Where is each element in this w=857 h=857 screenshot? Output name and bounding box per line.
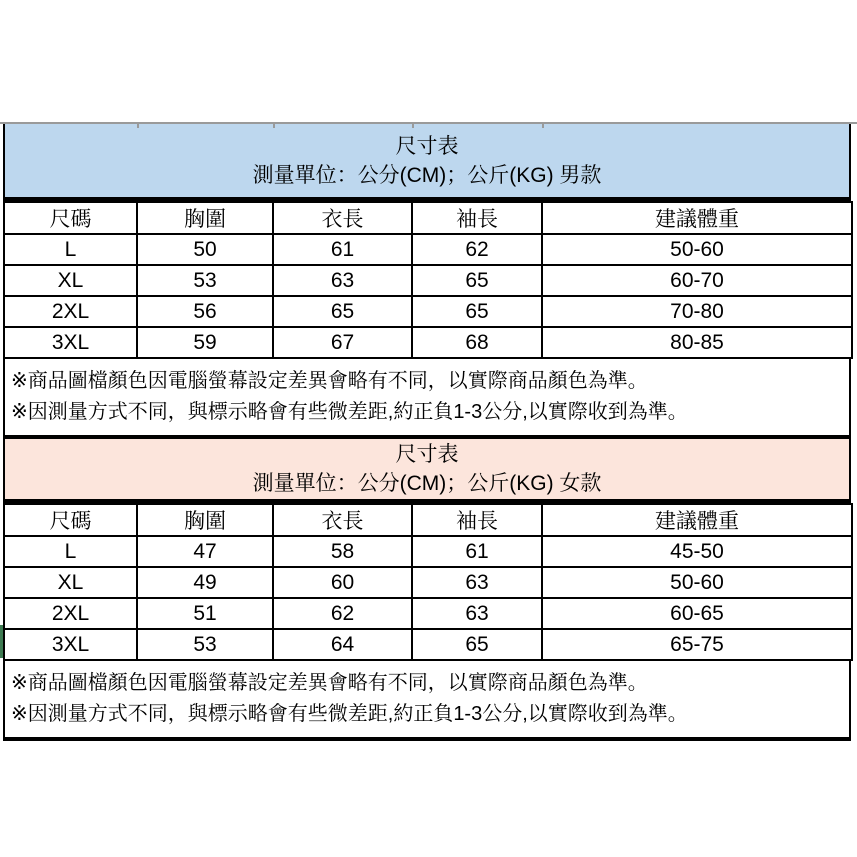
table-cell: L	[4, 536, 137, 567]
table-cell: XL	[4, 265, 137, 296]
table-cell: 45-50	[542, 536, 852, 567]
column-header-weight: 建議體重	[542, 202, 852, 234]
men-title-band	[3, 124, 851, 197]
column-header-chest: 胸圍	[137, 504, 273, 536]
table-cell: 65	[412, 265, 542, 296]
table-cell: 70-80	[542, 296, 852, 327]
table-cell: 67	[273, 327, 412, 358]
table-cell: 62	[273, 598, 412, 629]
men-table-title: 尺寸表	[395, 134, 459, 158]
table-row	[4, 234, 852, 265]
note-line: ※因測量方式不同，與標示略會有些微差距,約正負1-3公分,以實際收到為準。	[11, 401, 688, 423]
table-cell: 65	[412, 629, 542, 660]
table-row	[4, 567, 852, 598]
table-cell: 63	[412, 567, 542, 598]
note-line: ※商品圖檔顏色因電腦螢幕設定差異會略有不同，以實際商品顏色為準。	[11, 370, 648, 392]
women-table-subtitle: 測量單位：公分(CM)；公斤(KG) 女款	[252, 472, 602, 495]
note-line: ※商品圖檔顏色因電腦螢幕設定差異會略有不同，以實際商品顏色為準。	[11, 672, 648, 694]
women-notes	[3, 661, 851, 741]
women-header-row	[4, 504, 852, 536]
men-notes	[3, 359, 851, 439]
women-size-table	[3, 503, 853, 661]
sheet	[3, 124, 851, 741]
column-header-chest: 胸圍	[137, 202, 273, 234]
table-cell: 58	[273, 536, 412, 567]
women-table-title: 尺寸表	[395, 443, 459, 466]
column-header-sleeve: 袖長	[412, 202, 542, 234]
table-cell: 49	[137, 567, 273, 598]
column-header-size: 尺碼	[4, 202, 137, 234]
size-chart-content	[0, 122, 857, 741]
table-cell: 63	[273, 265, 412, 296]
table-cell: 80-85	[542, 327, 852, 358]
column-header-sleeve: 袖長	[412, 504, 542, 536]
gridline-tick	[412, 124, 414, 128]
table-cell: 56	[137, 296, 273, 327]
table-cell: 50-60	[542, 234, 852, 265]
table-cell: 60-70	[542, 265, 852, 296]
table-row	[4, 327, 852, 358]
men-table-subtitle: 測量單位：公分(CM)；公斤(KG) 男款	[252, 163, 602, 187]
top-gridline	[0, 122, 857, 124]
table-cell: 51	[137, 598, 273, 629]
gridline-tick	[273, 124, 275, 128]
table-cell: 65	[273, 296, 412, 327]
table-cell: 2XL	[4, 296, 137, 327]
active-cell-indicator	[0, 625, 3, 658]
table-row	[4, 296, 852, 327]
table-cell: 63	[412, 598, 542, 629]
table-row	[4, 536, 852, 567]
note-line: ※因測量方式不同，與標示略會有些微差距,約正負1-3公分,以實際收到為準。	[11, 703, 688, 725]
size-chart-section-women	[3, 439, 851, 741]
table-cell: 65-75	[542, 629, 852, 660]
table-cell: 3XL	[4, 629, 137, 660]
gridline-tick	[542, 124, 544, 128]
men-size-table	[3, 201, 853, 359]
table-cell: 3XL	[4, 327, 137, 358]
table-cell: 62	[412, 234, 542, 265]
table-cell: 61	[412, 536, 542, 567]
table-cell: L	[4, 234, 137, 265]
column-header-length: 衣長	[273, 202, 412, 234]
size-chart-section-men	[3, 124, 851, 439]
table-cell: 60	[273, 567, 412, 598]
table-cell: 61	[273, 234, 412, 265]
table-cell: 47	[137, 536, 273, 567]
table-cell: 53	[137, 629, 273, 660]
table-cell: 60-65	[542, 598, 852, 629]
table-cell: 53	[137, 265, 273, 296]
table-row	[4, 265, 852, 296]
table-row	[4, 598, 852, 629]
column-header-length: 衣長	[273, 504, 412, 536]
table-cell: 50-60	[542, 567, 852, 598]
gridline-tick	[137, 124, 139, 128]
table-cell: 59	[137, 327, 273, 358]
table-cell: 65	[412, 296, 542, 327]
column-header-weight: 建議體重	[542, 504, 852, 536]
table-cell: 50	[137, 234, 273, 265]
table-cell: 2XL	[4, 598, 137, 629]
women-title-band	[3, 439, 851, 499]
table-row	[4, 629, 852, 660]
table-cell: XL	[4, 567, 137, 598]
men-header-row	[4, 202, 852, 234]
table-cell: 68	[412, 327, 542, 358]
column-header-size: 尺碼	[4, 504, 137, 536]
table-cell: 64	[273, 629, 412, 660]
